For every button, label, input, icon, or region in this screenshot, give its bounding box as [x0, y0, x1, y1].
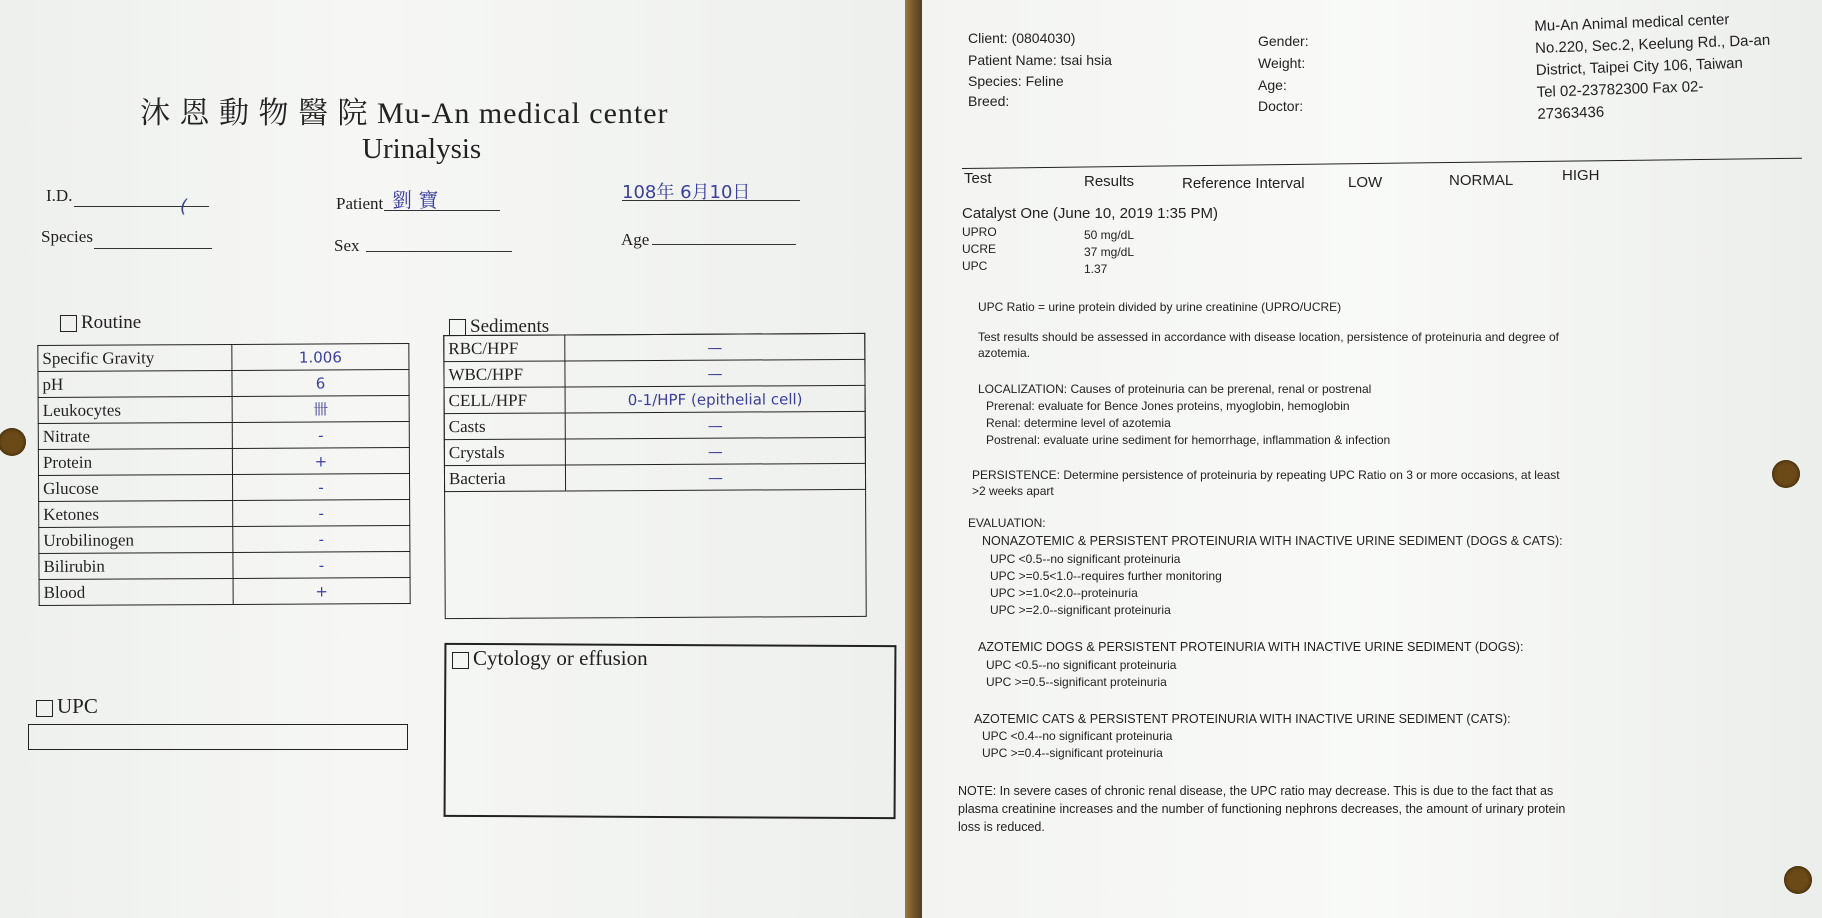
routine-test-value: - [233, 552, 410, 579]
sediment-test-name: CELL/HPF [444, 387, 565, 414]
form-subtitle: Urinalysis [362, 133, 482, 165]
upc-value-box [28, 724, 408, 750]
sediments-table [443, 333, 866, 492]
sediment-test-value: — [565, 333, 865, 361]
date-line [622, 200, 800, 201]
routine-row [38, 370, 409, 398]
result-test: UPRO [962, 225, 997, 239]
report-line: UPC >=0.4--significant proteinuria [982, 746, 1163, 760]
urinalysis-form-page [0, 0, 905, 918]
binder-hole [1784, 866, 1812, 894]
report-line: Postrenal: evaluate urine sediment for hemorrhage, inflammation & infection [986, 433, 1391, 447]
result-value: 37 mg/dL [1084, 245, 1135, 259]
col-low: LOW [1348, 174, 1383, 191]
report-line: EVALUATION: [968, 516, 1046, 530]
upc-label: UPC [57, 694, 98, 718]
form-title: 沐 恩 動 物 醫 院 Mu-An medical center [140, 97, 669, 130]
sediment-test-name: Bacteria [444, 465, 565, 492]
report-line: UPC >=2.0--significant proteinuria [990, 603, 1171, 617]
sediment-test-name: Crystals [444, 439, 565, 466]
sediment-row [444, 437, 865, 465]
lab-report-page [922, 0, 1822, 918]
routine-table [37, 343, 410, 606]
sediment-row [444, 385, 865, 413]
routine-test-name: Ketones [39, 500, 233, 527]
routine-test-value: - [232, 474, 409, 501]
routine-test-name: Specific Gravity [38, 344, 232, 371]
sediment-test-value: 0-1/HPF (epithelial cell) [565, 385, 865, 413]
section-title: Catalyst One (June 10, 2019 1:35 PM) [962, 205, 1218, 222]
col-results: Results [1084, 173, 1135, 190]
sediment-test-name: RBC/HPF [444, 335, 565, 362]
report-line: Test results should be assessed in accordance with disease location, persistence of proteinuria and degree of [978, 330, 1560, 344]
sediments-checkbox[interactable] [449, 319, 466, 336]
col-normal: NORMAL [1449, 172, 1514, 189]
weight: Weight: [1258, 55, 1306, 71]
routine-test-name: Protein [38, 448, 232, 475]
routine-test-value: - [233, 526, 410, 553]
col-test: Test [964, 170, 992, 187]
routine-test-value: - [233, 500, 410, 527]
result-test: UCRE [962, 242, 997, 256]
report-line: UPC <0.5--no significant proteinuria [986, 658, 1177, 672]
routine-row [39, 552, 410, 580]
cytology-checkbox[interactable] [452, 652, 469, 669]
routine-test-value: 卌 [232, 396, 409, 423]
routine-row [38, 422, 409, 450]
gender: Gender: [1258, 33, 1309, 49]
age-label: Age [621, 230, 650, 249]
clinic-address [1534, 8, 1773, 126]
routine-test-value: + [233, 578, 410, 605]
routine-test-name: pH [38, 370, 232, 397]
routine-row [39, 500, 410, 528]
report-line: NOTE: In severe cases of chronic renal disease, the UPC ratio may decrease. This is due to the fact that as [958, 784, 1554, 798]
report-line: azotemia. [978, 346, 1031, 360]
sediments-box [443, 333, 866, 619]
id-value: ( [180, 196, 188, 217]
id-line [74, 206, 209, 207]
sediments-label: Sediments [470, 316, 550, 337]
sediment-row [444, 411, 865, 439]
sediment-test-value: — [565, 411, 865, 439]
report-line: >2 weeks apart [972, 484, 1054, 498]
binder-hole [0, 428, 26, 456]
sediment-test-value: — [565, 437, 865, 465]
report-line: loss is reduced. [958, 820, 1045, 834]
report-line: UPC >=0.5--significant proteinuria [986, 675, 1167, 689]
species: Species: Feline [968, 73, 1064, 89]
report-line: Prerenal: evaluate for Bence Jones proteins, myoglobin, hemoglobin [986, 399, 1350, 413]
sediment-test-value: — [565, 359, 865, 387]
report-line: Renal: determine level of azotemia [986, 416, 1171, 430]
result-value: 1.37 [1084, 262, 1108, 276]
age: Age: [1258, 77, 1287, 93]
routine-row [38, 448, 409, 476]
routine-row [38, 396, 409, 424]
routine-test-value: 1.006 [232, 344, 409, 371]
header-rule [962, 158, 1802, 169]
routine-label: Routine [81, 312, 142, 333]
report-line: UPC >=0.5<1.0--requires further monitoring [990, 569, 1222, 583]
clinic-line: No.220, Sec.2, Keelung Rd., Da-an [1534, 31, 1771, 57]
clinic-line: 27363436 [1537, 103, 1605, 123]
routine-row [39, 474, 410, 502]
routine-test-value: 6 [232, 370, 409, 397]
species-label: Species [41, 227, 93, 246]
client: Client: (0804030) [968, 30, 1076, 46]
routine-test-name: Nitrate [38, 422, 232, 449]
report-line: AZOTEMIC CATS & PERSISTENT PROTEINURIA WITH INACTIVE URINE SEDIMENT (CATS): [974, 712, 1511, 726]
sediment-row [444, 463, 865, 491]
routine-checkbox[interactable] [60, 315, 77, 332]
routine-test-name: Urobilinogen [39, 526, 233, 553]
upc-heading [36, 694, 98, 719]
patient-name: Patient Name: tsai hsia [968, 52, 1112, 68]
clinic-line: Mu-An Animal medical center [1534, 11, 1730, 35]
sediment-row [444, 359, 865, 387]
sediment-test-name: Casts [444, 413, 565, 440]
routine-row [39, 526, 410, 554]
binder-hole [1772, 460, 1800, 488]
report-line: NONAZOTEMIC & PERSISTENT PROTEINURIA WITH INACTIVE URINE SEDIMENT (DOGS & CATS): [982, 534, 1563, 548]
routine-test-value: - [232, 422, 409, 449]
clinic-line: District, Taipei City 106, Taiwan [1535, 54, 1744, 79]
report-line: plasma creatinine increases and the number of functioning nephrons decreases, the amount of urinary protein [958, 802, 1566, 816]
report-line: LOCALIZATION: Causes of proteinuria can be prerenal, renal or postrenal [978, 382, 1372, 396]
cytology-label: Cytology or effusion [473, 646, 648, 670]
sediment-row [444, 333, 865, 361]
id-label: I.D. [46, 186, 73, 205]
patient-value: 劉 寶 [392, 188, 439, 212]
col-reference: Reference Interval [1182, 175, 1305, 192]
sediment-test-name: WBC/HPF [444, 361, 565, 388]
report-line: UPC Ratio = urine protein divided by urine creatinine (UPRO/UCRE) [978, 300, 1342, 314]
routine-heading [60, 312, 141, 334]
routine-test-name: Bilirubin [39, 552, 233, 579]
routine-test-name: Blood [39, 578, 233, 605]
clinic-line: Tel 02-23782300 Fax 02- [1536, 78, 1704, 101]
age-line [652, 244, 796, 245]
result-test: UPC [962, 259, 988, 273]
patient-label: Patient [336, 194, 384, 213]
report-line: PERSISTENCE: Determine persistence of proteinuria by repeating UPC Ratio on 3 or more occasions, at least [972, 468, 1560, 482]
routine-test-value: + [232, 448, 409, 475]
routine-row [38, 344, 409, 372]
report-line: AZOTEMIC DOGS & PERSISTENT PROTEINURIA WITH INACTIVE URINE SEDIMENT (DOGS): [978, 640, 1524, 654]
sex-label: Sex [334, 236, 360, 255]
cytology-heading [452, 646, 648, 671]
report-line: UPC >=1.0<2.0--proteinuria [990, 586, 1138, 600]
sex-line [366, 251, 512, 252]
routine-row [39, 578, 410, 606]
report-line: UPC <0.5--no significant proteinuria [990, 552, 1181, 566]
col-high: HIGH [1562, 167, 1600, 184]
report-line: UPC <0.4--no significant proteinuria [982, 729, 1173, 743]
breed: Breed: [968, 93, 1010, 109]
routine-test-name: Glucose [39, 474, 233, 501]
routine-test-name: Leukocytes [38, 396, 232, 423]
sediment-test-value: — [565, 463, 865, 491]
species-line [94, 248, 212, 249]
doctor: Doctor: [1258, 98, 1304, 114]
date-value: 108年 6月10日 [622, 182, 751, 203]
result-value: 50 mg/dL [1084, 228, 1135, 242]
upc-checkbox[interactable] [36, 700, 53, 717]
